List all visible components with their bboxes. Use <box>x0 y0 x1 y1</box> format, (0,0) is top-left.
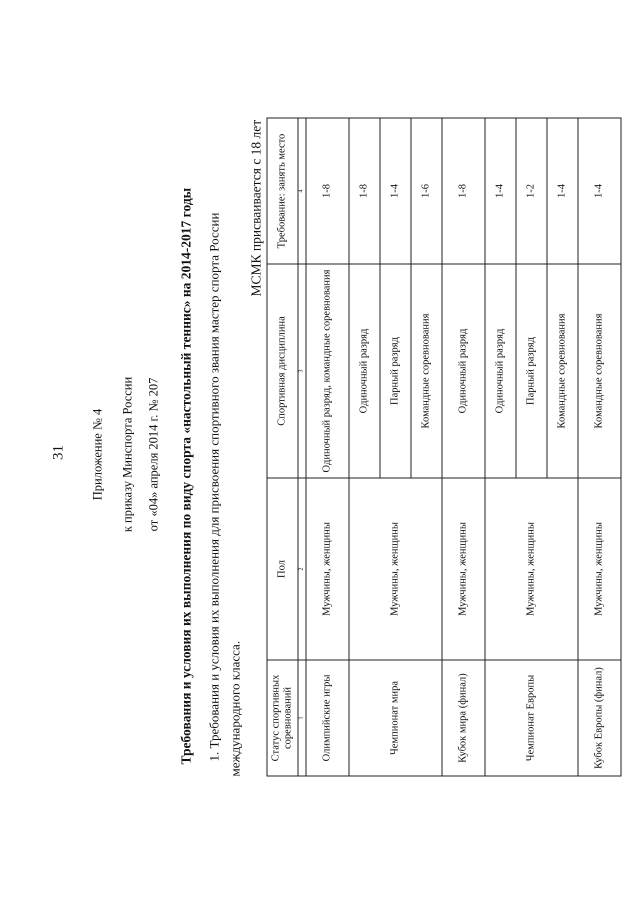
cell-gender: Мужчины, женщины <box>578 478 621 660</box>
table-header-row <box>267 118 298 776</box>
cell-status: Кубок мира (финал) <box>442 660 485 776</box>
table-row <box>578 118 621 776</box>
cell-place: 1-4 <box>578 118 621 264</box>
column-number: 3 <box>298 264 306 478</box>
column-number: 2 <box>298 478 306 660</box>
header-discipline: Спортивная дисциплина <box>267 264 298 478</box>
cell-discipline: Одиночный разряд <box>349 264 380 478</box>
column-number: 1 <box>298 660 306 776</box>
cell-place: 1-8 <box>349 118 380 264</box>
cell-place: 1-4 <box>547 118 578 264</box>
header-status: Статус спортивных соревнований <box>267 660 298 776</box>
cell-status: Кубок Европы (финал) <box>578 660 621 776</box>
cell-gender: Мужчины, женщины <box>306 478 349 660</box>
cell-place: 1-2 <box>516 118 547 264</box>
requirements-table <box>267 118 622 777</box>
cell-discipline: Парный разряд <box>516 264 547 478</box>
cell-discipline: Одиночный разряд <box>442 264 485 478</box>
table-row <box>306 118 349 776</box>
cell-place: 1-4 <box>485 118 516 264</box>
table-row <box>349 118 380 776</box>
rotated-content <box>1 0 640 905</box>
cell-discipline: Одиночный разряд, командные соревнования <box>306 264 349 478</box>
appendix-order-date: от «04» апреля 2014 г. № 207 <box>146 377 161 532</box>
document-title: Требования и условия их выполнения по виду спорта «настольный теннис» на 2014-2017 годы <box>178 187 194 765</box>
table-row <box>485 118 516 776</box>
column-number: 4 <box>298 118 306 264</box>
cell-status: Чемпионат мира <box>349 660 442 776</box>
cell-discipline: Командные соревнования <box>578 264 621 478</box>
cell-gender: Мужчины, женщины <box>485 478 578 660</box>
cell-status: Олимпийские игры <box>306 660 349 776</box>
cell-discipline: Одиночный разряд <box>485 264 516 478</box>
table-row <box>442 118 485 776</box>
cell-gender: Мужчины, женщины <box>349 478 442 660</box>
cell-discipline: Парный разряд <box>380 264 411 478</box>
header-gender: Пол <box>267 478 298 660</box>
appendix-order-reference: к приказу Минспорта России <box>120 376 135 533</box>
age-requirement-note: МСМК присваивается с 18 лет <box>248 119 264 297</box>
cell-place: 1-4 <box>380 118 411 264</box>
cell-gender: Мужчины, женщины <box>442 478 485 660</box>
cell-place: 1-8 <box>306 118 349 264</box>
intro-paragraph-line-1: 1. Требования и условия их выполнения для присвоения спортивного звания мастер спорта России <box>206 212 222 762</box>
appendix-number: Приложение № 4 <box>90 408 105 501</box>
header-requirement: Требование: занять место <box>267 118 298 264</box>
cell-discipline: Командные соревнования <box>411 264 442 478</box>
intro-paragraph-line-2: международного класса. <box>227 640 243 777</box>
cell-place: 1-6 <box>411 118 442 264</box>
cell-status: Чемпионат Европы <box>485 660 578 776</box>
page-number: 31 <box>50 445 67 460</box>
cell-discipline: Командные соревнования <box>547 264 578 478</box>
cell-place: 1-8 <box>442 118 485 264</box>
column-number-row <box>298 118 306 776</box>
